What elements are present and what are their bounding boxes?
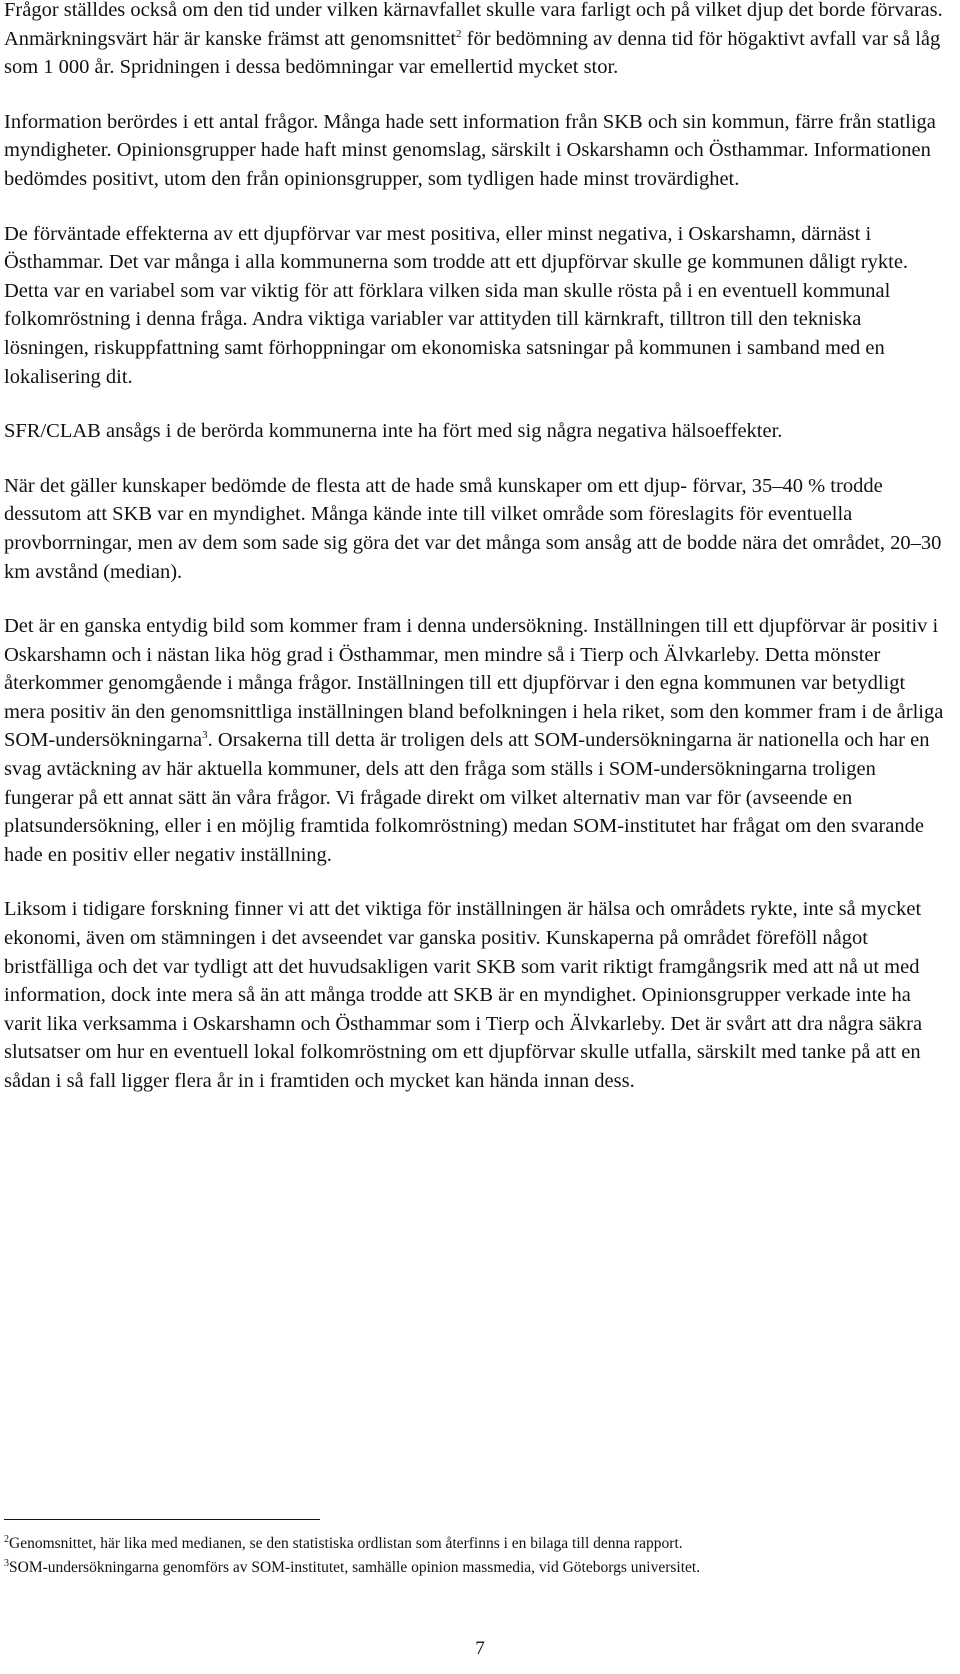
paragraph-3 (4, 220, 944, 392)
footnote-3 (4, 1556, 944, 1580)
paragraph-6-text: Det är en ganska entydig bild som kommer fram i denna undersökning. Inställningen till ett djupförvar är positiv i Oskarshamn och i nästan lika hög grad i Östhammar, men mindre så i Tierp och Älvkarleby. Detta mönster återkommer genomgående i många frågor. Inställningen till ett djupförvar i den egna kommunen var betydligt mera positiv än den genomsnittliga inställningen bland befolkningen i hela riket, som den kommer fram i de årliga SOM-undersökningarna (4, 615, 944, 752)
footnote-3-text: SOM-undersökningarna genomförs av SOM-institutet, samhälle opinion massmedia, vid Göteborgs universitet. (9, 1559, 701, 1576)
footnote-ref-2: 2 (456, 27, 462, 40)
paragraph-4-text: SFR/CLAB ansågs i de berörda kommunerna inte ha fört med sig några negativa hälsoeffekter. (4, 420, 783, 443)
paragraph-3-text: De förväntade effekterna av ett djupförvar var mest positiva, eller minst negativa, i Oskarshamn, därnäst i Östhammar. Det var många i alla kommunerna som trodde att ett djupförvar skulle ge kommunen dåligt rykte. Detta var en variabel som var viktig för att förklara vilken sida man skulle rösta på i en eventuell kommunal folkomröstning i denna fråga. Andra viktiga variabler var attityden till kärnkraft, tilltron till den tekniska lösningen, riskuppfattning samt förhoppningar om ekonomiska satsningar på kommunen i samband med en lokalisering dit. (4, 222, 909, 388)
document-body (4, 0, 944, 1122)
paragraph-2 (4, 108, 944, 194)
paragraph-2-text: Information berördes i ett antal frågor. Många hade sett information från SKB och sin kommun, färre från statliga myndigheter. Opinionsgrupper hade haft minst genomslag, särskilt i Oskarshamn och Östhammar. Informationen bedömdes positivt, utom den från opinionsgrupper, som tydligen hade minst trovärdighet. (4, 110, 936, 190)
paragraph-4 (4, 417, 944, 446)
paragraph-6-text-cont: . Orsakerna till detta är troligen dels att SOM-undersökningarna är nationella och har en svag avtäckning av här aktuella kommuner, dels att den fråga som ställs i SOM-undersökningarna troligen fungerar på ett annat sätt än våra frågor. Vi frågade direkt om vilket alternativ man var för (avseende en platsundersökning, eller i en möjlig framtida folkomröstning) medan SOM-institutet har frågat om den svarande hade en positiv eller negativ inställning. (4, 729, 930, 866)
footnote-3-marker: 3 (4, 1558, 9, 1569)
footnotes (4, 1519, 944, 1580)
footnote-2-marker: 2 (4, 1534, 9, 1545)
footnote-2 (4, 1532, 944, 1556)
footnote-ref-3: 3 (202, 729, 208, 742)
paragraph-5-text: När det gäller kunskaper bedömde de flesta att de hade små kunskaper om ett djup- förvar, 35–40 % trodde dessutom att SKB var en myndighet. Många kände inte till vilket område som föreslagits för eventuella provborrningar, men av dem som sade sig göra det var det många som ansåg att de bodde nära det området, 20–30 km avstånd (median). (4, 474, 942, 583)
paragraph-7-text: Liksom i tidigare forskning finner vi att det viktiga för inställningen är hälsa och områdets rykte, inte så mycket ekonomi, även om stämningen i det avseendet var ganska positiv. Kunskaperna på området föreföll något bristfälliga och det var tydligt att det huvudsakligen varit SKB som varit riktigt framgångsrik med att nå ut med information, dock inte mera så än att många trodde att SKB är en myndighet. Opinionsgrupper verkade inte ha varit lika verksamma i Oskarshamn och Östhammar som i Tierp och Älvkarleby. Det är svårt att dra några säkra slutsatser om hur en eventuell lokal folkomröstning om ett djupförvar skulle utfalla, särskilt med tanke på att en sådan i så fall ligger flera år in i framtiden och mycket kan hända innan dess. (4, 898, 923, 1092)
footnote-divider (4, 1519, 320, 1520)
paragraph-5 (4, 472, 944, 586)
paragraph-7 (4, 895, 944, 1095)
paragraph-6 (4, 612, 944, 869)
page-number: 7 (475, 1638, 485, 1659)
paragraph-1-text: Frågor ställdes också om den tid under vilken kärnavfallet skulle vara farligt och på vilket djup det borde förvaras. Anmärkningsvärt här är kanske främst att genomsnittet (4, 0, 943, 50)
paragraph-1-text-cont: för bedömning av denna tid för högaktivt avfall var så låg som 1 000 år. Spridningen i dessa bedömningar var emellertid mycket stor. (4, 27, 941, 79)
paragraph-1 (4, 0, 944, 82)
footnote-2-text: Genomsnittet, här lika med medianen, se den statistiska ordlistan som återfinns i en bilaga till denna rapport. (9, 1535, 683, 1552)
